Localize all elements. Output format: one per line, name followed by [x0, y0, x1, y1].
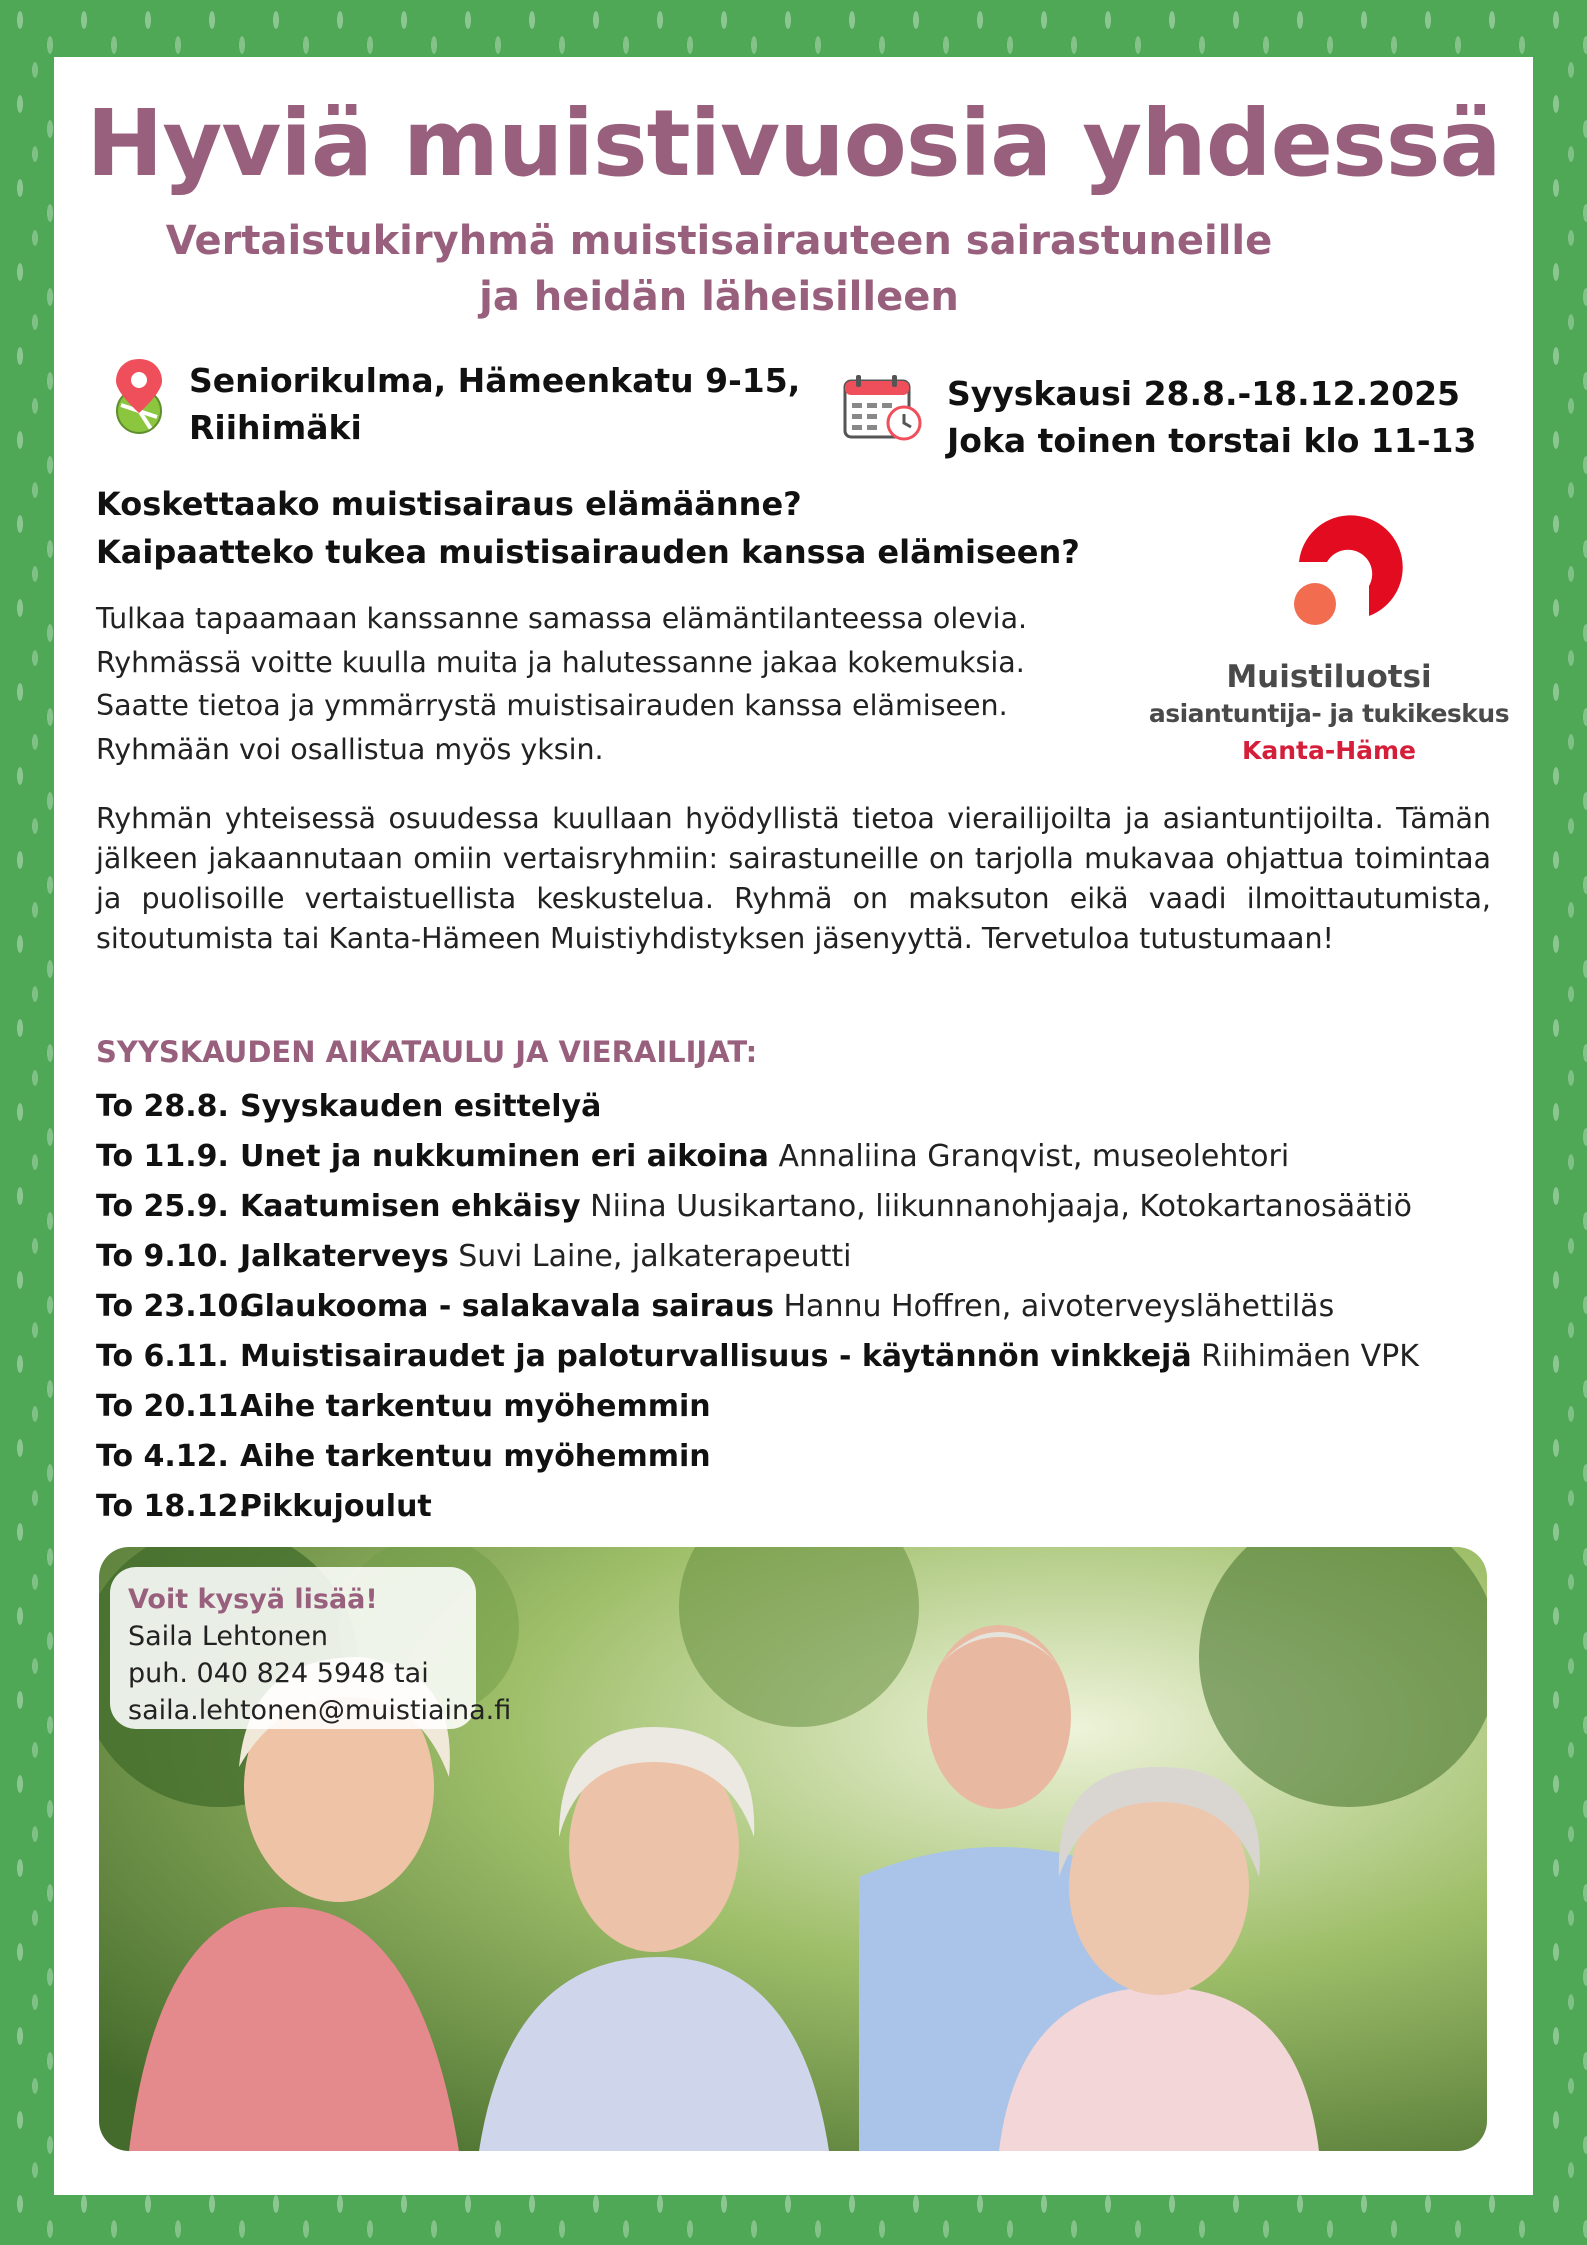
schedule-item	[96, 1082, 1516, 1132]
schedule-item	[96, 1482, 1516, 1532]
schedule-topic: Pikkujoulut	[240, 1489, 432, 1524]
schedule-topic: Unet ja nukkuminen eri aikoina	[240, 1139, 769, 1174]
page-title: Hyviä muistivuosia yhdessä	[86, 90, 1501, 197]
schedule-guest: Riihimäen VPK	[1201, 1339, 1419, 1374]
question-1: Koskettaako muistisairaus elämäänne?	[96, 485, 802, 523]
intro-text	[96, 597, 1106, 771]
logo-region: Kanta-Häme	[1241, 736, 1417, 765]
contact-name: Saila Lehtonen	[128, 1621, 329, 1652]
schedule-date: To 18.12.	[96, 1489, 250, 1524]
schedule-list	[96, 1082, 1516, 1532]
schedule-guest: Hannu Hoffren, aivoterveyslähettiläs	[783, 1289, 1335, 1324]
schedule-item	[96, 1282, 1516, 1332]
schedule-item	[96, 1232, 1516, 1282]
schedule-topic: Jalkaterveys	[240, 1239, 449, 1274]
schedule-date: To 25.9.	[96, 1189, 229, 1224]
schedule-date: To 20.11.	[96, 1389, 250, 1424]
flyer-page	[54, 57, 1533, 2195]
contact-box	[110, 1567, 512, 1729]
schedule-date: To 6.11.	[96, 1339, 229, 1374]
intro-line: Ryhmään voi osallistua myös yksin.	[96, 732, 604, 766]
meeting-times: Joka toinen torstai klo 11-13	[947, 421, 1477, 460]
schedule-date: To 11.9.	[96, 1139, 229, 1174]
schedule-guest: Annaliina Granqvist, museolehtori	[778, 1139, 1290, 1174]
question-2: Kaipaatteko tukea muistisairauden kanssa elämiseen?	[96, 533, 1080, 571]
logo-name: Muistiluotsi	[1226, 659, 1432, 695]
subtitle-line-1: Vertaistukiryhmä muistisairauteen sairastuneille	[165, 218, 1273, 264]
schedule-topic: Glaukooma - salakavala sairaus	[240, 1289, 774, 1324]
intro-line: Saatte tietoa ja ymmärrystä muistisairauden kanssa elämiseen.	[96, 689, 1008, 722]
muistiluotsi-logo-mark	[1279, 504, 1409, 634]
schedule-topic: Muistisairaudet ja paloturvallisuus - käytännön vinkkejä	[240, 1339, 1192, 1374]
page-subtitle	[154, 213, 1284, 325]
schedule-topic: Syyskauden esittelyä	[240, 1089, 602, 1124]
schedule-date: To 28.8.	[96, 1089, 229, 1124]
muistiluotsi-logo	[1134, 504, 1524, 824]
schedule-item	[96, 1432, 1516, 1482]
location-line-2: Riihimäki	[189, 408, 362, 447]
schedule-heading: SYYSKAUDEN AIKATAULU JA VIERAILIJAT:	[96, 1035, 758, 1069]
schedule-date: To 9.10.	[96, 1239, 229, 1274]
subtitle-line-2: ja heidän läheisilleen	[479, 274, 959, 320]
intro-line: Tulkaa tapaamaan kanssanne samassa elämäntilanteessa olevia.	[96, 602, 1028, 635]
contact-phone: puh. 040 824 5948 tai	[128, 1658, 429, 1689]
season-dates: Syyskausi 28.8.-18.12.2025	[947, 374, 1460, 413]
description-paragraph: Ryhmän yhteisessä osuudessa kuullaan hyödyllistä tietoa vierailijoilta ja asiantuntijoilta. Tämän jälkeen jakaannutaan omiin vertaisryhmiin: sairastuneille on tarjolla mukavaa ohjattua toimintaa ja puolisoille vertaistuellista keskustelua. Ryhmä on maksuton eikä vaadi ilmoittautumista, sitoutumista tai Kanta-Hämeen Muistiyhdistyksen jäsenyyttä. Tervetuloa tutustumaan!	[96, 802, 1491, 955]
contact-email[interactable]: saila.lehtonen@muistiaina.fi	[128, 1695, 512, 1726]
schedule-item	[96, 1182, 1516, 1232]
schedule-topic: Aihe tarkentuu myöhemmin	[240, 1439, 711, 1474]
schedule-item	[96, 1132, 1516, 1182]
logo-subtitle: asiantuntija- ja tukikeskus	[1148, 699, 1510, 728]
schedule-date: To 23.10.	[96, 1289, 250, 1324]
time-text	[947, 370, 1527, 464]
schedule-item	[96, 1332, 1516, 1382]
calendar-clock-icon	[842, 373, 924, 443]
schedule-item	[96, 1382, 1516, 1432]
location-pin-icon	[106, 355, 172, 435]
schedule-guest: Suvi Laine, jalkaterapeutti	[458, 1239, 852, 1274]
location-text	[189, 357, 829, 451]
schedule-date: To 4.12.	[96, 1439, 229, 1474]
questions	[96, 480, 1196, 576]
schedule-topic: Aihe tarkentuu myöhemmin	[240, 1389, 711, 1424]
schedule-guest: Niina Uusikartano, liikunnanohjaaja, Kotokartanosäätiö	[590, 1189, 1412, 1224]
location-line-1: Seniorikulma, Hämeenkatu 9-15,	[189, 361, 801, 400]
schedule-topic: Kaatumisen ehkäisy	[240, 1189, 581, 1224]
intro-line: Ryhmässä voitte kuulla muita ja halutessanne jakaa kokemuksia.	[96, 645, 1025, 679]
contact-heading: Voit kysyä lisää!	[128, 1584, 378, 1615]
